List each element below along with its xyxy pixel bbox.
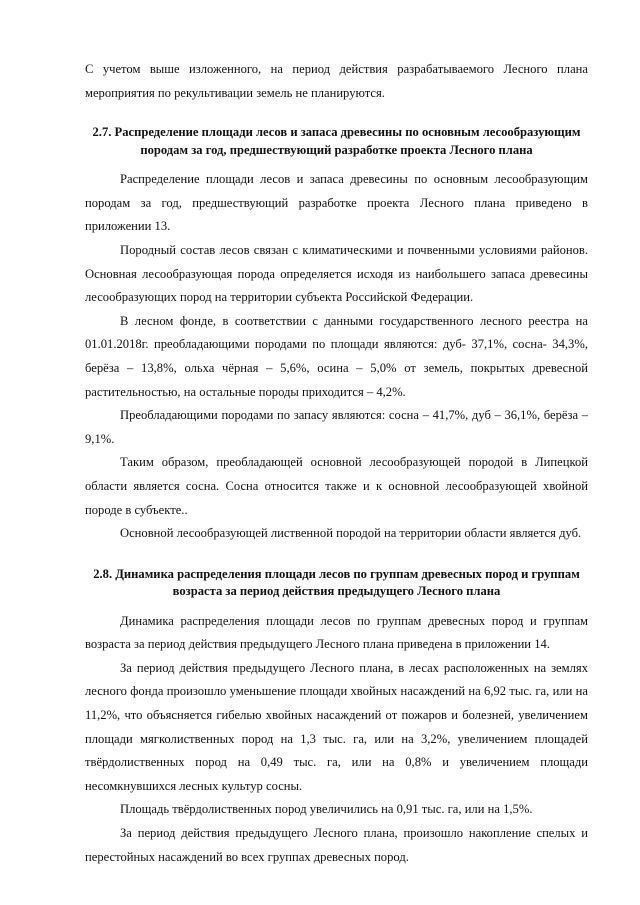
paragraph: Основной лесообразующей лиственной породой на территории области является дуб. [120,526,582,541]
paragraph: Динамика распределения площади лесов по группам древесных пород и группам возраста за период действия предыдущего Лесного плана приведена в приложении 14. [85,613,588,652]
paragraph: Породный состав лесов связан с климатическими и почвенными условиями районов. Основная лесообразующая порода определяется исходя из наибольшего запаса древесины лесообразующих пород на территории субъекта Российской Федерации. [85,242,588,305]
section-heading-2-7: 2.7. Распределение площади лесов и запаса древесины по основным лесообразующим породам за год, предшествующий разработке проекта Лесного плана [92,125,581,157]
paragraph: Преобладающими породами по запасу являются: сосна – 41,7%, дуб – 36,1%, берёза – 9,1%. [85,408,588,446]
section-heading-2-8: 2.8. Динамика распределения площади лесов по группам древесных пород и группам возраста за период действия предыдущего Лесного плана [93,566,580,599]
intro-paragraph: С учетом выше изложенного, на период действия разрабатываемого Лесного плана мероприятия по рекультивации земель не планируются. [85,62,588,100]
document-page [85,58,588,869]
paragraph: За период действия предыдущего Лесного плана, произошло накопление спелых и перестойных насаждений во всех группах древесных пород. [85,826,588,864]
paragraph: Площадь твёрдолиственных пород увеличились на 0,91 тыс. га, или на 1,5%. [120,802,533,817]
paragraph: В лесном фонде, в соответствии с данными государственного лесного реестра на 01.01.2018г. преобладающими породами по площади являются: дуб- 37,1%, сосна- 34,3%, берёза – 13,8%, ольха чёрная – 5,6%, осина – 5,0% от земель, покрытых древесной растительностью, на остальные породы приходится – 4,2%. [85,313,588,399]
paragraph: За период действия предыдущего Лесного плана, в лесах расположенных на землях лесного фонда произошло уменьшение площади хвойных насаждений на 6,92 тыс. га, или на 11,2%, что объясняется гибелью хвойных насаждений от пожаров и болезней, увеличением площади мягколиственных пород на 1,3 тыс. га, или на 3,2%, увеличением площадей твёрдолиственных пород на 0,49 тыс. га, или на 0,8% и увеличением площади несомкнувшихся лесных культур сосны. [85,660,588,793]
paragraph: Таким образом, преобладающей основной лесообразующей породой в Липецкой области является сосна. Сосна относится также и к основной лесообразующей хвойной породе в субъекте.. [85,455,588,517]
paragraph: Распределение площади лесов и запаса древесины по основным лесообразующим породам за год, предшествующий разработке проекта Лесного плана приведено в приложении 13. [85,172,588,234]
